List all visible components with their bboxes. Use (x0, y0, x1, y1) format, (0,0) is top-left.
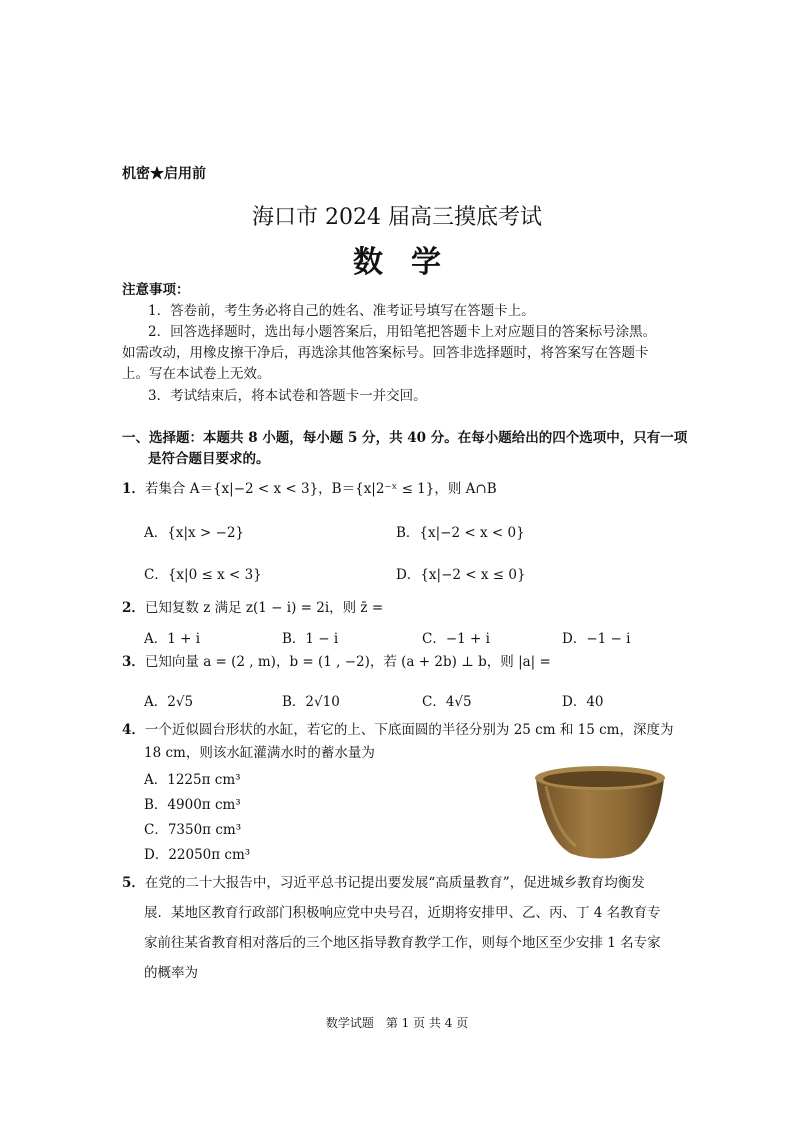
question-number: 4． (122, 722, 145, 738)
question-number: 2． (122, 600, 145, 616)
question-2 (122, 597, 383, 619)
question-5-cont-1: 展．某地区教育行政部门积极响应党中央号召，近期将安排甲、乙、丙、丁 4 名教育专 (144, 905, 661, 921)
option-c: C．{x|0 ≤ x < 3} (144, 567, 262, 583)
question-3 (122, 651, 551, 673)
option-b: B．1 − i (282, 631, 339, 647)
question-5 (122, 872, 645, 894)
confidential-label: 机密★启用前 (122, 166, 206, 182)
exam-title: 海口市 2024 届高三摸底考试 (252, 205, 542, 230)
water-vat-image (532, 764, 668, 860)
question-4 (122, 719, 673, 741)
option-a: A．1225π cm³ (144, 772, 241, 788)
option-d: D．−1 − i (562, 631, 631, 647)
notice-item-2-cont2: 上。写在本试卷上无效。 (122, 366, 271, 382)
subject-title: 数学 (353, 245, 469, 280)
option-a: A．2√5 (144, 694, 194, 710)
notice-heading: 注意事项： (122, 282, 190, 298)
question-stem: 已知向量 a = (2 , m)，b = (1 , −2)，若 (a + 2b) ⊥ b，则 |a| = (144, 654, 551, 670)
question-stem: 若集合 A＝{x|−2 < x < 3}，B＝{x|2⁻ˣ ≤ 1}，则 A∩B (144, 481, 497, 497)
page-footer: 数学试题 第 1 页 共 4 页 (325, 1016, 469, 1030)
question-1 (122, 478, 497, 500)
notice-item-3: 3．考试结束后，将本试卷和答题卡一并交回。 (148, 388, 427, 404)
option-d: D．40 (562, 694, 604, 710)
option-d: D．{x|−2 < x ≤ 0} (396, 567, 526, 583)
notice-item-2: 2．回答选择题时，选出每小题答案后，用铅笔把答题卡上对应题目的答案标号涂黑。 (148, 324, 657, 340)
option-c: C．−1 + i (422, 631, 490, 647)
section-heading: 一、选择题：本题共 8 小题，每小题 5 分，共 40 分。在每小题给出的四个选项中，只有一项 (122, 430, 688, 446)
question-number: 5． (122, 875, 145, 891)
option-b: B．{x|−2 < x < 0} (396, 525, 525, 541)
section-heading-cont: 是符合题目要求的。 (148, 451, 270, 467)
notice-item-1: 1．答卷前，考生务必将自己的姓名、准考证号填写在答题卡上。 (148, 303, 535, 319)
option-d: D．22050π cm³ (144, 847, 251, 863)
notice-item-2-cont: 如需改动，用橡皮擦干净后，再选涂其他答案标号。回答非选择题时，将答案写在答题卡 (122, 345, 649, 361)
option-c: C．4√5 (422, 694, 472, 710)
question-4-cont: 18 cm，则该水缸灌满水时的蓄水量为 (144, 745, 375, 761)
question-stem: 一个近似圆台形状的水缸，若它的上、下底面圆的半径分别为 25 cm 和 15 cm，深度为 (144, 722, 674, 738)
question-5-cont-3: 的概率为 (144, 965, 198, 981)
question-stem: 已知复数 z 满足 z(1 − i) = 2i，则 z̄ = (144, 600, 384, 616)
question-number: 3． (122, 654, 145, 670)
option-b: B．2√10 (282, 694, 340, 710)
question-number: 1． (122, 481, 145, 497)
option-a: A．1 + i (144, 631, 201, 647)
option-b: B．4900π cm³ (144, 797, 241, 813)
question-5-cont-2: 家前往某省教育相对落后的三个地区指导教育教学工作，则每个地区至少安排 1 名专家 (144, 935, 661, 951)
option-c: C．7350π cm³ (144, 822, 242, 838)
question-stem: 在党的二十大报告中，习近平总书记提出要发展“高质量教育”，促进城乡教育均衡发 (144, 875, 645, 891)
option-a: A．{x|x > −2} (144, 525, 244, 541)
